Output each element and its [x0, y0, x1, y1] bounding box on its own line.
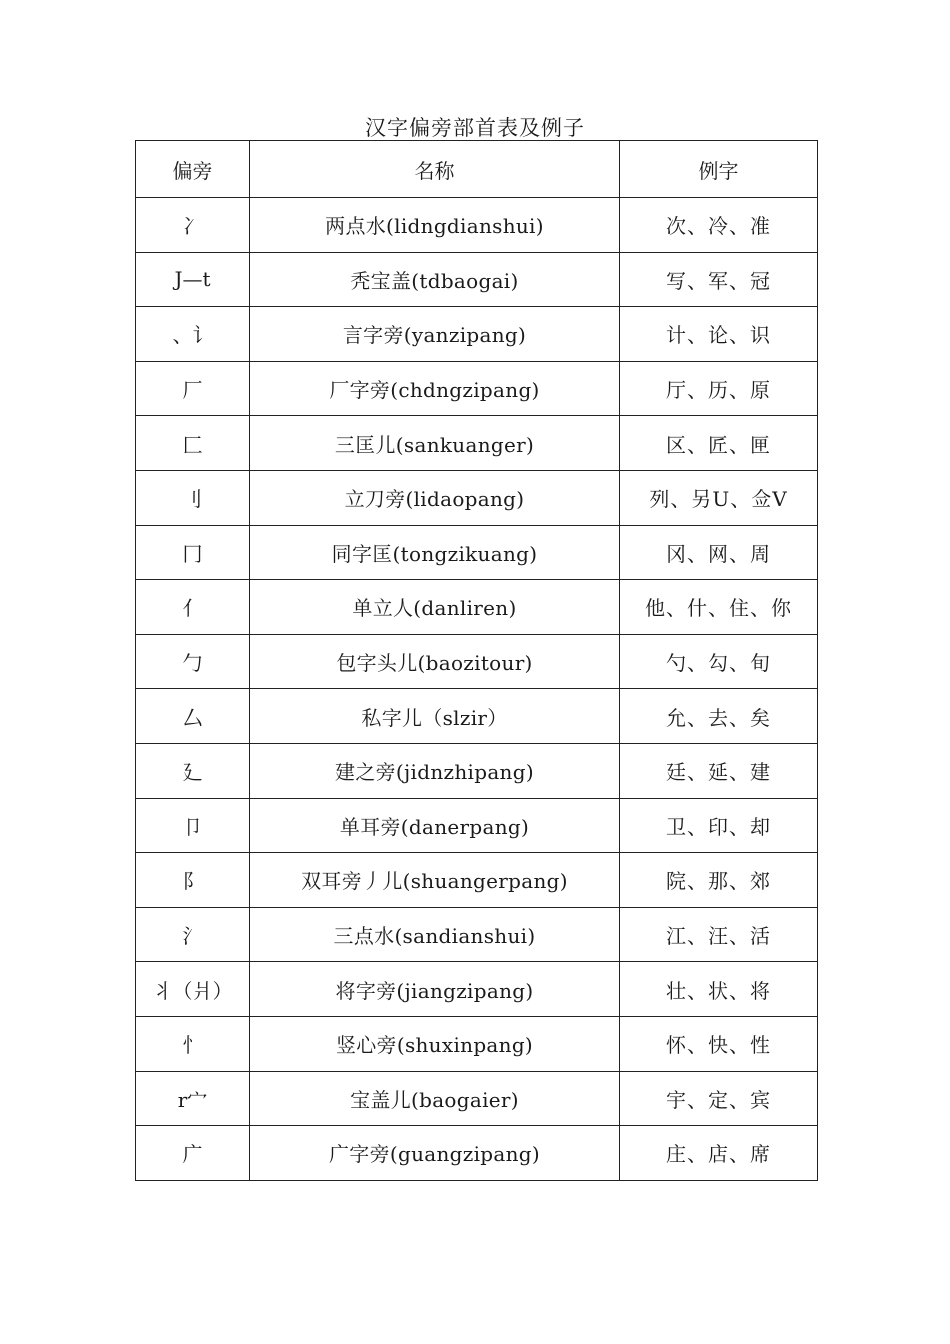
radical-cell: 阝: [136, 853, 250, 908]
name-cell: 将字旁(jiangzipang): [250, 962, 620, 1017]
name-cell: 言字旁(yanzipang): [250, 307, 620, 362]
header-radical: 偏旁: [136, 141, 250, 198]
table-row: [136, 580, 818, 635]
table-row: [136, 962, 818, 1017]
page-title: 汉字偏旁部首表及例子: [365, 116, 585, 140]
examples-cell: 廷、延、建: [620, 743, 818, 798]
name-cell: 同字匡(tongzikuang): [250, 525, 620, 580]
table-row: [136, 470, 818, 525]
radical-table: [135, 140, 818, 1181]
radical-cell: 冫: [136, 198, 250, 253]
name-cell: 建之旁(jidnzhipang): [250, 743, 620, 798]
header-examples: 例字: [620, 141, 818, 198]
examples-cell: 允、去、矣: [620, 689, 818, 744]
radical-cell: 匚: [136, 416, 250, 471]
table-row: [136, 853, 818, 908]
table-row: [136, 1126, 818, 1181]
examples-cell: 勺、勾、旬: [620, 634, 818, 689]
table-row: [136, 198, 818, 253]
examples-cell: 江、汪、活: [620, 907, 818, 962]
radical-cell: 刂: [136, 470, 250, 525]
radical-cell: 廴: [136, 743, 250, 798]
radical-cell: 冂: [136, 525, 250, 580]
examples-cell: 他、什、住、你: [620, 580, 818, 635]
name-cell: 竖心旁(shuxinpang): [250, 1016, 620, 1071]
examples-cell: 卫、印、却: [620, 798, 818, 853]
table-row: [136, 307, 818, 362]
name-cell: 广字旁(guangzipang): [250, 1126, 620, 1181]
radical-cell: 丬（爿）: [136, 962, 250, 1017]
examples-cell: 列、另U、佥V: [620, 470, 818, 525]
table-row: [136, 634, 818, 689]
name-cell: 单立人(danliren): [250, 580, 620, 635]
table-body: [136, 198, 818, 1181]
radical-cell: 勹: [136, 634, 250, 689]
name-cell: 包字头儿(baozitour): [250, 634, 620, 689]
table-row: [136, 743, 818, 798]
name-cell: 两点水(lidngdianshui): [250, 198, 620, 253]
table-row: [136, 1071, 818, 1126]
name-cell: 三匡儿(sankuanger): [250, 416, 620, 471]
name-cell: 秃宝盖(tdbaogai): [250, 252, 620, 307]
examples-cell: 写、军、冠: [620, 252, 818, 307]
name-cell: 三点水(sandianshui): [250, 907, 620, 962]
radical-cell: 氵: [136, 907, 250, 962]
radical-cell: 亻: [136, 580, 250, 635]
table-row: [136, 416, 818, 471]
radical-cell: r宀: [136, 1071, 250, 1126]
table-header: [136, 141, 818, 198]
name-cell: 私字儿（slzir）: [250, 689, 620, 744]
radical-cell: 厂: [136, 361, 250, 416]
examples-cell: 区、匠、匣: [620, 416, 818, 471]
examples-cell: 壮、状、将: [620, 962, 818, 1017]
table-row: [136, 689, 818, 744]
examples-cell: 院、那、郊: [620, 853, 818, 908]
examples-cell: 厅、历、原: [620, 361, 818, 416]
table-row: [136, 798, 818, 853]
name-cell: 单耳旁(danerpang): [250, 798, 620, 853]
examples-cell: 冈、网、周: [620, 525, 818, 580]
table-row: [136, 525, 818, 580]
table-row: [136, 1016, 818, 1071]
table-row: [136, 907, 818, 962]
examples-cell: 怀、快、性: [620, 1016, 818, 1071]
name-cell: 立刀旁(lidaopang): [250, 470, 620, 525]
table-row: [136, 252, 818, 307]
examples-cell: 计、论、识: [620, 307, 818, 362]
radical-cell: 厶: [136, 689, 250, 744]
name-cell: 宝盖儿(baogaier): [250, 1071, 620, 1126]
radical-cell: 忄: [136, 1016, 250, 1071]
header-row: [136, 141, 818, 198]
name-cell: 厂字旁(chdngzipang): [250, 361, 620, 416]
examples-cell: 次、冷、准: [620, 198, 818, 253]
radical-cell: J—t: [136, 252, 250, 307]
radical-cell: 广: [136, 1126, 250, 1181]
table-row: [136, 361, 818, 416]
radical-cell: 卩: [136, 798, 250, 853]
radical-cell: 、讠: [136, 307, 250, 362]
name-cell: 双耳旁丿儿(shuangerpang): [250, 853, 620, 908]
header-name: 名称: [250, 141, 620, 198]
examples-cell: 庄、店、席: [620, 1126, 818, 1181]
examples-cell: 宇、定、宾: [620, 1071, 818, 1126]
